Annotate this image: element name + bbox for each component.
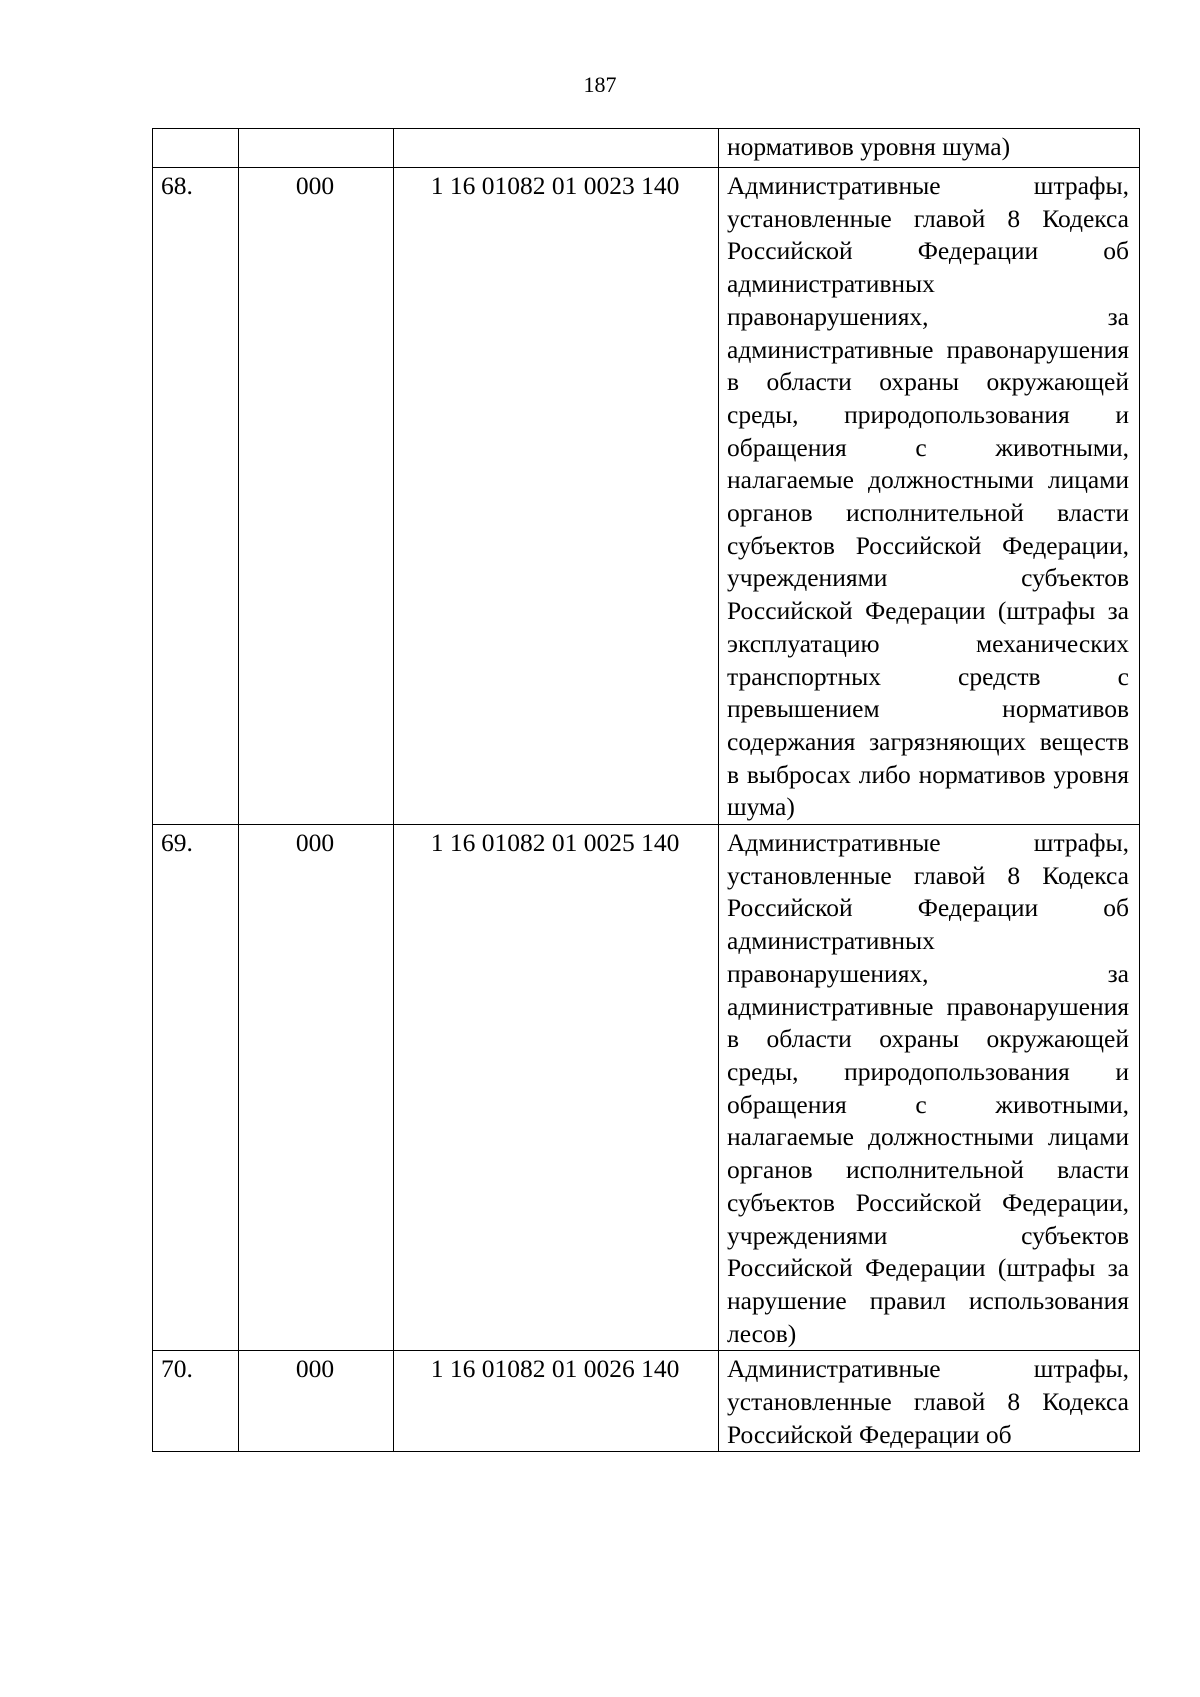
admin-code-cell — [239, 129, 394, 168]
table-row — [153, 1351, 1140, 1452]
revenue-codes-table — [152, 128, 1140, 1452]
row-number-cell: 70. — [153, 1351, 239, 1452]
table-row — [153, 825, 1140, 1351]
admin-code-cell: 000 — [239, 825, 394, 1351]
description-cell: Административные штрафы, установленные главой 8 Кодекса Российской Федерации об административных правонарушениях, за административные правонарушения в области охраны окружающей среды, природопользования и обращения с животными, налагаемые должностными лицами органов исполнительной власти субъектов Российской Федерации, учреждениями субъектов Российской Федерации (штрафы за эксплуатацию механических транспортных средств с превышением нормативов содержания загрязняющих веществ в выбросах либо нормативов уровня шума) — [719, 168, 1140, 825]
description-cell: Административные штрафы, установленные главой 8 Кодекса Российской Федерации об административных правонарушениях, за административные правонарушения в области охраны окружающей среды, природопользования и обращения с животными, налагаемые должностными лицами органов исполнительной власти субъектов Российской Федерации, учреждениями субъектов Российской Федерации (штрафы за нарушение правил использования лесов) — [719, 825, 1140, 1351]
budget-code-cell: 1 16 01082 01 0023 140 — [394, 168, 719, 825]
row-number-cell — [153, 129, 239, 168]
description-cell: нормативов уровня шума) — [719, 129, 1140, 168]
admin-code-cell: 000 — [239, 168, 394, 825]
budget-code-cell — [394, 129, 719, 168]
admin-code-cell: 000 — [239, 1351, 394, 1452]
table-row — [153, 168, 1140, 825]
table-row-continuation — [153, 129, 1140, 168]
budget-code-cell: 1 16 01082 01 0026 140 — [394, 1351, 719, 1452]
budget-code-cell: 1 16 01082 01 0025 140 — [394, 825, 719, 1351]
row-number-cell: 69. — [153, 825, 239, 1351]
description-cell: Административные штрафы, установленные главой 8 Кодекса Российской Федерации об — [719, 1351, 1140, 1452]
row-number-cell: 68. — [153, 168, 239, 825]
page-number: 187 — [583, 72, 617, 97]
